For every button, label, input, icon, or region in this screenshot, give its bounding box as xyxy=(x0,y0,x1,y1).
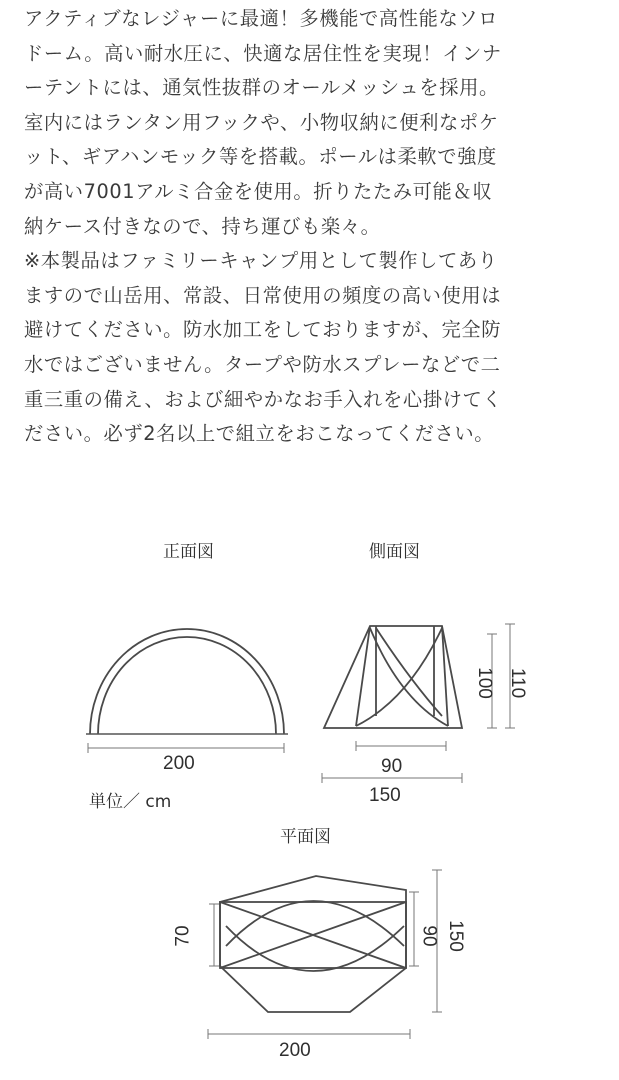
side-view-label: 側面図 xyxy=(369,542,420,562)
front-width-value: 200 xyxy=(163,753,195,774)
plan-outer-depth-value: 150 xyxy=(444,920,466,952)
plan-inner-depth-value: 90 xyxy=(418,925,440,947)
description-line: ださい。必ず2名以上で組立をおこなってください。 xyxy=(24,422,495,446)
front-view-label: 正面図 xyxy=(163,542,214,562)
description-line: ますので山岳用、常設、日常使用の頻度の高い使用は xyxy=(24,283,502,307)
unit-label: 単位／ cm xyxy=(89,792,172,812)
description-line: 避けてください。防水加工をしておりますが、完全防 xyxy=(24,318,502,342)
description-line: ※本製品はファミリーキャンプ用として製作してあり xyxy=(24,249,498,273)
side-bottom-width-value: 150 xyxy=(369,785,401,806)
description-line: ット、ギアハンモック等を搭載。ポールは柔軟で強度 xyxy=(24,145,497,169)
description-line: アクティブなレジャーに最適！多機能で高性能なソロ xyxy=(24,7,499,30)
description-line: 納ケース付きなので、持ち運びも楽々。 xyxy=(24,214,381,238)
plan-view-label: 平面図 xyxy=(280,827,331,847)
plan-length-value: 200 xyxy=(279,1040,311,1061)
side-height-outer-value: 110 xyxy=(507,667,529,699)
side-height-inner-value: 100 xyxy=(473,667,495,699)
description-line: 室内にはランタン用フックや、小物収納に便利なポケ xyxy=(24,110,499,134)
description-line: ーテントには、通気性抜群のオールメッシュを採用。 xyxy=(24,76,499,100)
side-view-drawing xyxy=(322,624,515,783)
side-top-width-value: 90 xyxy=(381,756,403,777)
plan-view-drawing xyxy=(208,870,442,1039)
description-line: が高い7001アルミ合金を使用。折りたたみ可能＆収 xyxy=(24,179,493,203)
description-line: 水ではございません。タープや防水スプレーなどで二 xyxy=(24,352,501,376)
description-line: ドーム。高い耐水圧に、快適な居住性を実現！インナ xyxy=(24,41,502,65)
front-view-drawing xyxy=(86,629,288,753)
plan-left-width-value: 70 xyxy=(172,925,194,947)
description-line: 重三重の備え、および細やかなお手入れを心掛けてく xyxy=(24,387,503,411)
